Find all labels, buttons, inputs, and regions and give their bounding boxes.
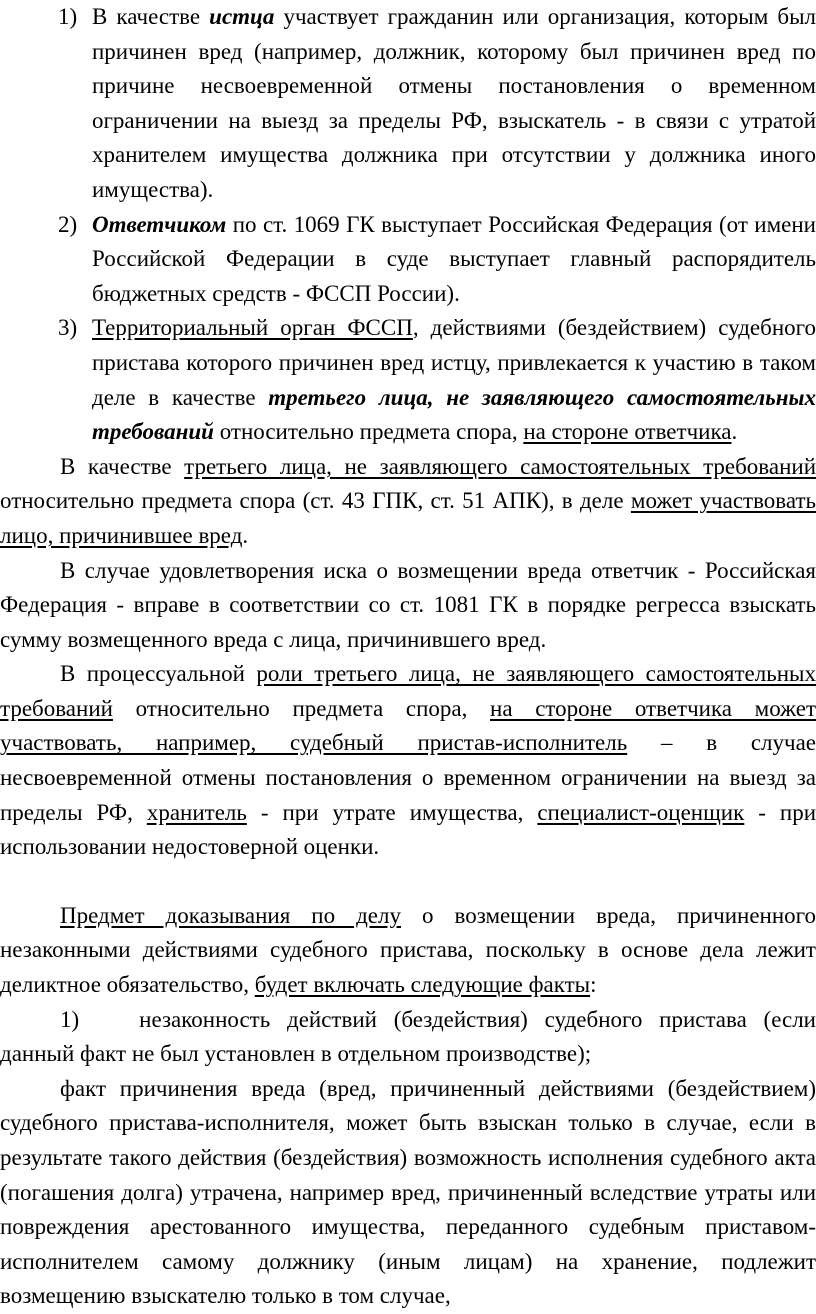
paragraph-procedural-role [0, 657, 816, 865]
underlined-text: на стороне ответчика может участвовать, например, судебный пристав-исполнитель [0, 695, 816, 756]
underlined-text: будет включать следующие факты [254, 972, 591, 998]
paragraph-third-party-role [0, 450, 816, 554]
list-item-third-party [0, 311, 816, 449]
underlined-text: специалист-оценщик [537, 799, 745, 825]
text-run: – в случае несвоевременной отмены постановления о временном ограничении на выезд за пределы РФ, [0, 730, 816, 825]
blank-line [0, 865, 816, 899]
paragraph-subject-of-proof [0, 899, 816, 1003]
text-run: - при утрате имущества, [246, 799, 538, 825]
list-number: 3) [58, 315, 78, 341]
text-run: относительно предмета спора, [112, 695, 491, 721]
underlined-text: Предмет доказывания по делу [60, 902, 401, 928]
text-run: , действиями (бездействием) судебного пристава которого причинен вред истцу, привлекается к участию в таком деле в качестве [92, 315, 816, 410]
list-item-defendant [0, 208, 816, 312]
text-run: по ст. 1069 ГК выступает Российская Федерация (от имени Российской Федерации в суде выступает главный распорядитель бюджетных средств - ФССП России). [92, 211, 816, 306]
underlined-text: может участвовать лицо, причинившее вред [0, 488, 816, 548]
term-third-party: третьего лица, не заявляющего самостоятельных требований [92, 384, 816, 445]
term-defendant: Ответчиком [92, 211, 227, 237]
text-run: - при использовании недостоверной оценки. [0, 799, 816, 860]
text-run: относительно предмета спора (ст. 43 ГПК, ст. 51 АПК), в деле [0, 488, 631, 514]
underlined-text: третьего лица, не заявляющего самостоятельных требований [184, 453, 816, 479]
text-run: участвует гражданин или организация, которым был причинен вред (например, должник, которому был причинен вред по причине несвоевременной отмены постановления о временном ограничении на выезд за пределы РФ, взыскатель - в связи с утратой хранителем имущества должника при отсутствии у должника иного имущества). [92, 4, 816, 202]
term-plaintiff: истца [209, 4, 275, 29]
paragraph-fact-harm [0, 1072, 816, 1314]
text-run: В случае удовлетворения иска о возмещении вреда ответчик - Российская Федерация - вправе в соответствии со ст. 1081 ГК в порядке регресса взыскать сумму возмещенного вреда с лица, причинившего вред. [0, 557, 816, 652]
text-run: о возмещении вреда, причиненного незаконными действиями судебного пристава, поскольку в основе дела лежит деликтное обязательство, [0, 902, 816, 998]
text-run: относительно предмета спора, [213, 419, 524, 445]
text-run: : [590, 972, 597, 998]
text-run: . [731, 419, 738, 445]
text-run: В процессуальной [60, 661, 257, 687]
text-run: . [242, 522, 249, 548]
text-run: В качестве [92, 4, 210, 29]
underlined-text: роли третьего лица, не заявляющего самостоятельных требований [0, 661, 816, 721]
text-run: факт причинения вреда (вред, причиненный действиями (бездействием) судебного пристава-исполнителя, может быть взыскан только в случае, если в результате такого действия (бездействия) возможность исполнения судебного акта (погашения долга) утрачена, например вред, причиненный вследствие утраты или повреждения арестованного имущества, переданного судебным приставом-исполнителем самому должнику (иным лицам) на хранение, подлежит возмещению взыскателю только в том случае, [0, 1075, 816, 1309]
list-item-plaintiff [0, 0, 816, 208]
text-run: незаконность действий (бездействия) судебного пристава (если данный факт не был установлен в отдельном производстве); [0, 1006, 816, 1067]
underlined-text: Территориальный орган ФССП [92, 315, 413, 341]
underlined-text: хранитель [146, 799, 247, 825]
underlined-text: на стороне ответчика [523, 419, 732, 445]
text-run: В качестве [60, 453, 185, 479]
paragraph-fact-1 [0, 1003, 816, 1072]
paragraph-recourse [0, 554, 816, 658]
list-number: 2) [58, 211, 78, 237]
list-number: 1) [60, 1006, 80, 1032]
list-number: 1) [58, 4, 78, 29]
